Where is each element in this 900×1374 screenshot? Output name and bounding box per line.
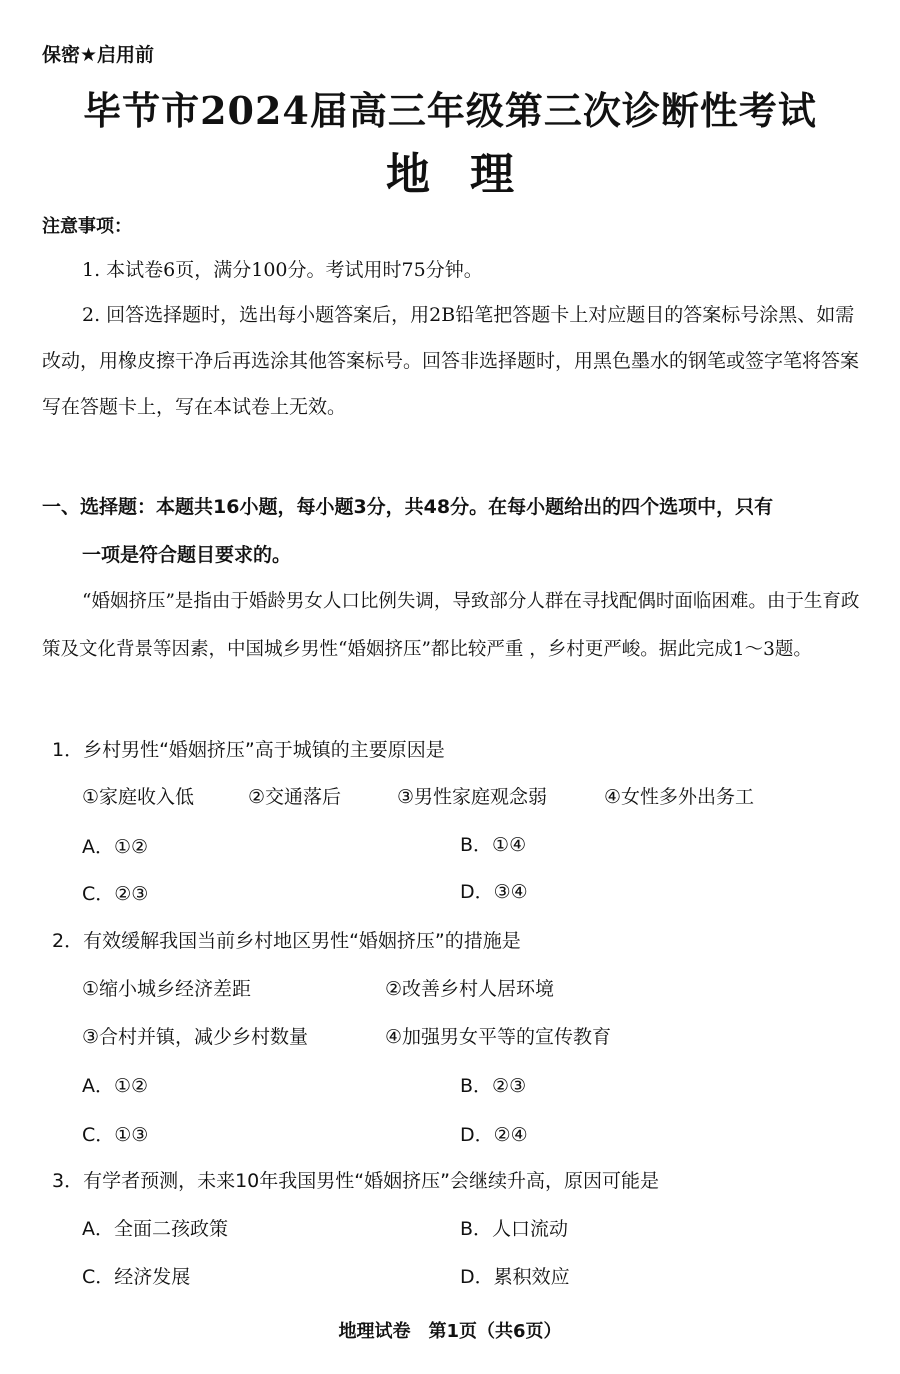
confidential-mark: 保密★启用前 — [42, 44, 155, 66]
question-1-item: ④女性多外出务工 — [604, 786, 755, 808]
question-1-item: ③男性家庭观念弱 — [397, 786, 548, 808]
question-3-option-c: C．经济发展 — [82, 1266, 191, 1288]
exam-title: 毕节市2024届高三年级第三次诊断性考试 — [83, 88, 817, 133]
question-1-option-b: B．①④ — [460, 834, 527, 856]
section-heading — [42, 483, 860, 579]
section-heading-line1: 一、选择题：本题共16小题，每小题3分，共48分。在每小题给出的四个选项中，只有 — [42, 496, 774, 518]
notes-heading: 注意事项： — [42, 216, 132, 237]
question-1-option-c: C．②③ — [82, 883, 149, 905]
material-paragraph: “婚姻挤压”是指由于婚龄男女人口比例失调，导致部分人群在寻找配偶时面临困难。由于生育政策及文化背景等因素，中国城乡男性“婚姻挤压”都比较严重 ，乡村更严峻。据此完成1～3题。 — [42, 591, 860, 660]
question-2-stem: 2．有效缓解我国当前乡村地区男性“婚姻挤压”的措施是 — [52, 930, 521, 952]
question-1-item: ①家庭收入低 — [82, 786, 195, 808]
question-1-option-d: D．③④ — [460, 881, 528, 903]
subject-title: 地理 — [386, 149, 554, 200]
question-2-item: ③合村并镇，减少乡村数量 — [82, 1026, 309, 1048]
section-heading-line2: 一项是符合题目要求的。 — [82, 544, 292, 566]
question-2-option-b: B．②③ — [460, 1075, 527, 1097]
question-1-stem: 1．乡村男性“婚姻挤压”高于城镇的主要原因是 — [52, 739, 445, 761]
question-3-stem: 3．有学者预测，未来10年我国男性“婚姻挤压”会继续升高，原因可能是 — [52, 1170, 659, 1192]
page-footer: 地理试卷 第1页（共6页） — [338, 1321, 562, 1342]
question-1-item: ②交通落后 — [248, 786, 342, 808]
note-item-1: 1. 本试卷6页，满分100分。考试用时75分钟。 — [82, 259, 483, 281]
question-2-option-a: A．①② — [82, 1075, 149, 1097]
question-2-item: ①缩小城乡经济差距 — [82, 978, 252, 1000]
question-2-item: ④加强男女平等的宣传教育 — [385, 1026, 612, 1048]
question-3-option-b: B．人口流动 — [460, 1218, 569, 1240]
note-item-2: 2. 回答选择题时，选出每小题答案后，用2B铅笔把答题卡上对应题目的答案标号涂黑、如需改动，用橡皮擦干净后再选涂其他答案标号。回答非选择题时，用黑色墨水的钢笔或签字笔将答案写在答题卡上，写在本试卷上无效。 — [42, 304, 860, 418]
question-1-option-a: A．①② — [82, 836, 149, 858]
question-2-item: ②改善乡村人居环境 — [385, 978, 555, 1000]
question-3-option-d: D．累积效应 — [460, 1266, 570, 1288]
question-3-option-a: A．全面二孩政策 — [82, 1218, 228, 1240]
question-2-option-c: C．①③ — [82, 1124, 149, 1146]
question-2-option-d: D．②④ — [460, 1124, 528, 1146]
